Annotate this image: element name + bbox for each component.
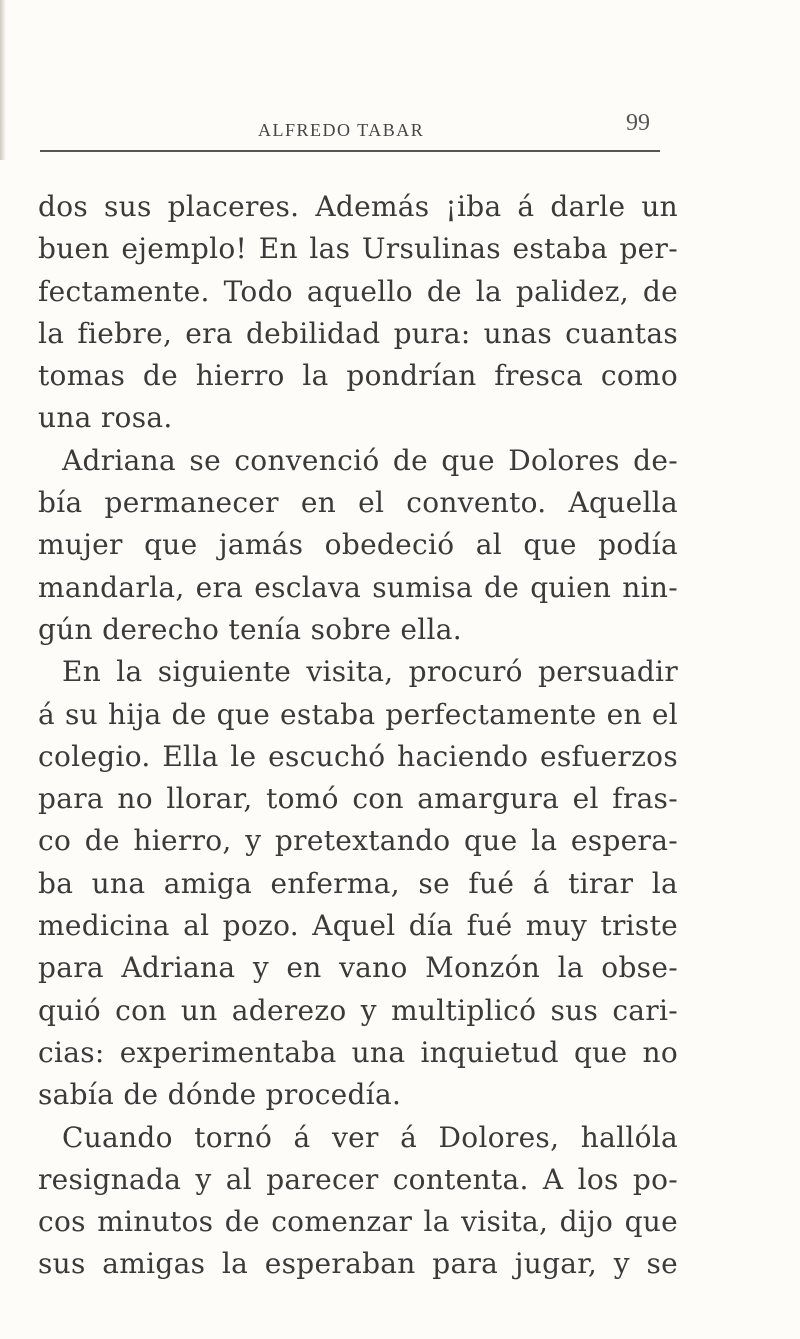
page-edge-shadow [0, 0, 6, 160]
text-line: gún derecho tenía sobre ella. [38, 612, 462, 646]
text-line: una rosa. [38, 401, 173, 435]
page-header [40, 110, 660, 150]
text-line: cos minutos de comenzar la visita, dijo que [38, 1205, 678, 1239]
page-number: 99 [626, 110, 650, 136]
text-line: mujer que jamás obedeció al que podía [38, 528, 678, 562]
text-line: colegio. Ella le escuchó haciendo esfuerzos [38, 739, 678, 773]
text-line: ba una amiga enferma, se fué á tirar la [38, 866, 678, 900]
text-line: co de hierro, y pretextando que la espera- [38, 824, 678, 858]
text-line: para Adriana y en vano Monzón la obse- [38, 951, 678, 985]
text-line: á su hija de que estaba perfectamente en el [38, 697, 678, 731]
body-text [38, 186, 678, 1286]
text-line: bía permanecer en el convento. Aquella [38, 486, 678, 520]
text-line: cias: experimentaba una inquietud que no [38, 1035, 678, 1069]
text-line: mandarla, era esclava sumisa de quien nin- [38, 570, 678, 604]
text-line: para no llorar, tomó con amargura el fras- [38, 782, 678, 816]
text-line: la fiebre, era debilidad pura: unas cuantas [38, 316, 678, 350]
text-line: buen ejemplo! En las Ursulinas estaba per- [38, 232, 678, 266]
text-line: fectamente. Todo aquello de la palidez, de [38, 274, 678, 308]
text-line: medicina al pozo. Aquel día fué muy triste [38, 909, 678, 943]
text-line: Adriana se convenció de que Dolores de- [62, 443, 678, 477]
text-line: quió con un aderezo y multiplicó sus cari- [38, 993, 678, 1027]
text-line: tomas de hierro la pondrían fresca como [38, 359, 678, 393]
text-line: Cuando tornó á ver á Dolores, hallóla [62, 1120, 678, 1154]
text-line: dos sus placeres. Además ¡iba á darle un [38, 190, 678, 223]
running-head: ALFREDO TABAR [258, 120, 425, 140]
text-line: En la siguiente visita, procuró persuadir [62, 655, 678, 689]
text-line: sus amigas la esperaban para jugar, y se [38, 1247, 678, 1281]
text-line: sabía de dónde procedía. [38, 1078, 402, 1112]
text-line: resignada y al parecer contenta. A los po- [38, 1162, 678, 1196]
header-rule [40, 150, 660, 152]
